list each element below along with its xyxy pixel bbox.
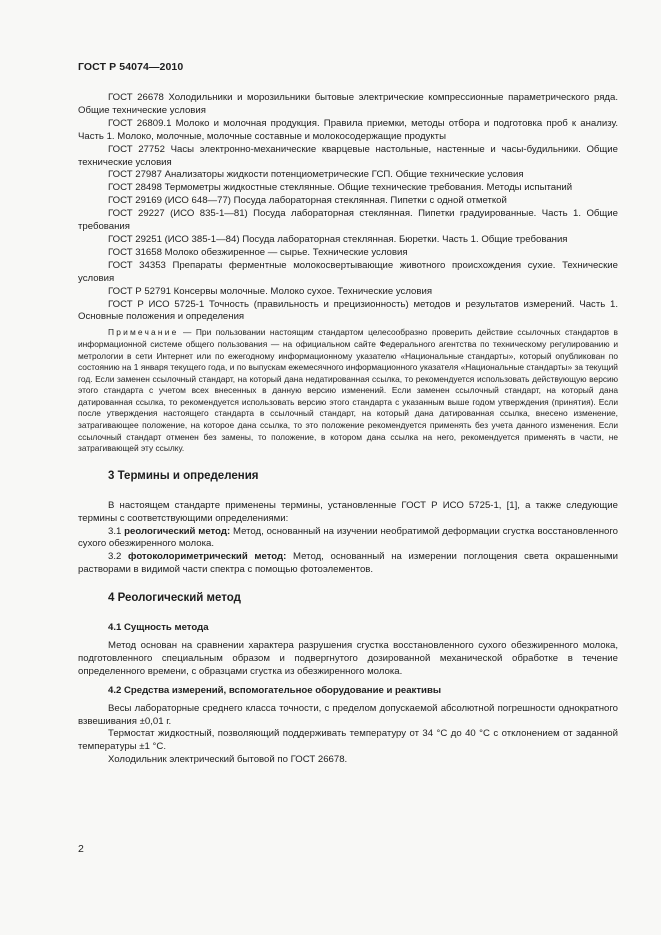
section-3-intro: В настоящем стандарте применены термины, установленные ГОСТ Р ИСО 5725-1, [1], а также следующие термины с соответствующими определениями: bbox=[78, 499, 618, 524]
equipment-item: Весы лабораторные среднего класса точности, с пределом допускаемой абсолютной погрешности однократного взвешивания ±0,01 г. bbox=[78, 702, 618, 727]
subsection-4-1-text: Метод основан на сравнении характера разрушения сгустка восстановленного сухого обезжиренного молока, подготовленного специальным образом и подвергнутого дозированной механической обработке в течение определенного времени, с образцами сгустка из обезжиренного молока. bbox=[78, 640, 618, 677]
term-number: 3.1 bbox=[108, 525, 125, 537]
document-body bbox=[78, 92, 618, 767]
reference-item: ГОСТ 29227 (ИСО 835-1—81) Посуда лабораторная стеклянная. Пипетки градуированные. Часть 1. Общие требования bbox=[78, 208, 618, 233]
term-3-1 bbox=[78, 526, 618, 552]
section-3-heading: 3 Термины и определения bbox=[108, 469, 259, 482]
reference-item: ГОСТ 29251 (ИСО 385-1—84) Посуда лабораторная стеклянная. Бюретки. Часть 1. Общие требования bbox=[108, 233, 568, 245]
note-text: — При пользовании настоящим стандартом целесообразно проверить действие ссылочных стандартов в информационной системе общего пользования — на официальном сайте Федерального агентства по техническому регулированию и метрологии в сети Интернет или по ежегодному информационному указателю «Национальные стандарты», который опубликован по состоянию на 1 января текущего года, и по выпускам ежемесячного информационного указателя «Национальные стандарты» за текущий год. Если заменен ссылочный стандарт, на который дана недатированная ссылка, то рекомендуется использовать действующую версию этого стандарта с учетом всех внесенных в данную версию изменений. Если заменен ссылочный стандарт, на который дана датированная ссылка, то рекомендуется использовать версию этого стандарта с указанным выше годом утверждения (принятия). Если после утверждения настоящего стандарта в ссылочный стандарт, на который дана датированная ссылка, внесено изменение, затрагивающее положение, на которое дана ссылка, то это положение рекомендуется применять без учета данного изменения. Если ссылочный стандарт отменен без замены, то положение, в котором дана ссылка на него, рекомендуется применять в части, не затрагивающей эту ссылку. bbox=[78, 327, 618, 454]
reference-item: ГОСТ 29169 (ИСО 648—77) Посуда лабораторная стеклянная. Пипетки с одной отметкой bbox=[108, 195, 507, 207]
term-name: реологический метод: bbox=[124, 525, 231, 537]
subsection-4-2-heading: 4.2 Средства измерений, вспомогательное оборудование и реактивы bbox=[108, 684, 442, 696]
reference-item: ГОСТ 27752 Часы электронно-механические кварцевые настольные, настенные и часы-будильники. Общие технические условия bbox=[78, 143, 618, 168]
reference-item: ГОСТ 27987 Анализаторы жидкости потенциометрические ГСП. Общие технические условия bbox=[108, 169, 524, 181]
term-definition: Метод, основанный на изучении необратимой деформации сгустка восстановленного сухого обезжиренного молока. bbox=[78, 525, 618, 550]
reference-item: ГОСТ 26809.1 Молоко и молочная продукция. Правила приемки, методы отбора и подготовка проб к анализу. Часть 1. Молоко, молочные, молочные составные и молокосодержащие продукты bbox=[78, 117, 618, 142]
equipment-item: Холодильник электрический бытовой по ГОСТ 26678. bbox=[108, 754, 348, 766]
reference-item: ГОСТ 34353 Препараты ферментные молокосвертывающие животного происхождения сухие. Технические условия bbox=[78, 259, 618, 284]
reference-item: ГОСТ Р 52791 Консервы молочные. Молоко сухое. Технические условия bbox=[108, 285, 433, 297]
term-name: фотоколориметрический метод: bbox=[128, 551, 287, 563]
equipment-item: Термостат жидкостный, позволяющий поддерживать температуру от 34 °С до 40 °С с отклонением от заданной температуры ±1 °С. bbox=[78, 728, 618, 753]
section-4-heading: 4 Реологический метод bbox=[108, 592, 241, 605]
reference-item: ГОСТ 28498 Термометры жидкостные стеклянные. Общие технические требования. Методы испытаний bbox=[108, 182, 573, 194]
term-definition: Метод, основанный на измерении поглощения света окрашенными растворами в видимой части спектра с помощью фотоэлементов. bbox=[78, 551, 618, 576]
reference-item: ГОСТ 31658 Молоко обезжиренное — сырье. Технические условия bbox=[108, 246, 408, 258]
note-block bbox=[78, 327, 618, 455]
subsection-4-1-heading: 4.1 Сущность метода bbox=[108, 622, 209, 634]
note-paragraph bbox=[78, 327, 618, 455]
term-3-2 bbox=[78, 551, 618, 577]
reference-item: ГОСТ Р ИСО 5725-1 Точность (правильность и прецизионность) методов и результатов измерений. Часть 1. Основные положения и определения bbox=[78, 298, 618, 323]
document-header: ГОСТ Р 54074—2010 bbox=[78, 61, 184, 73]
note-label: Примечание bbox=[108, 327, 179, 338]
page-number: 2 bbox=[78, 843, 84, 855]
reference-item: ГОСТ 26678 Холодильники и морозильники бытовые электрические компрессионные параметрического ряда. Общие технические условия bbox=[78, 92, 618, 116]
term-number: 3.2 bbox=[108, 551, 129, 563]
